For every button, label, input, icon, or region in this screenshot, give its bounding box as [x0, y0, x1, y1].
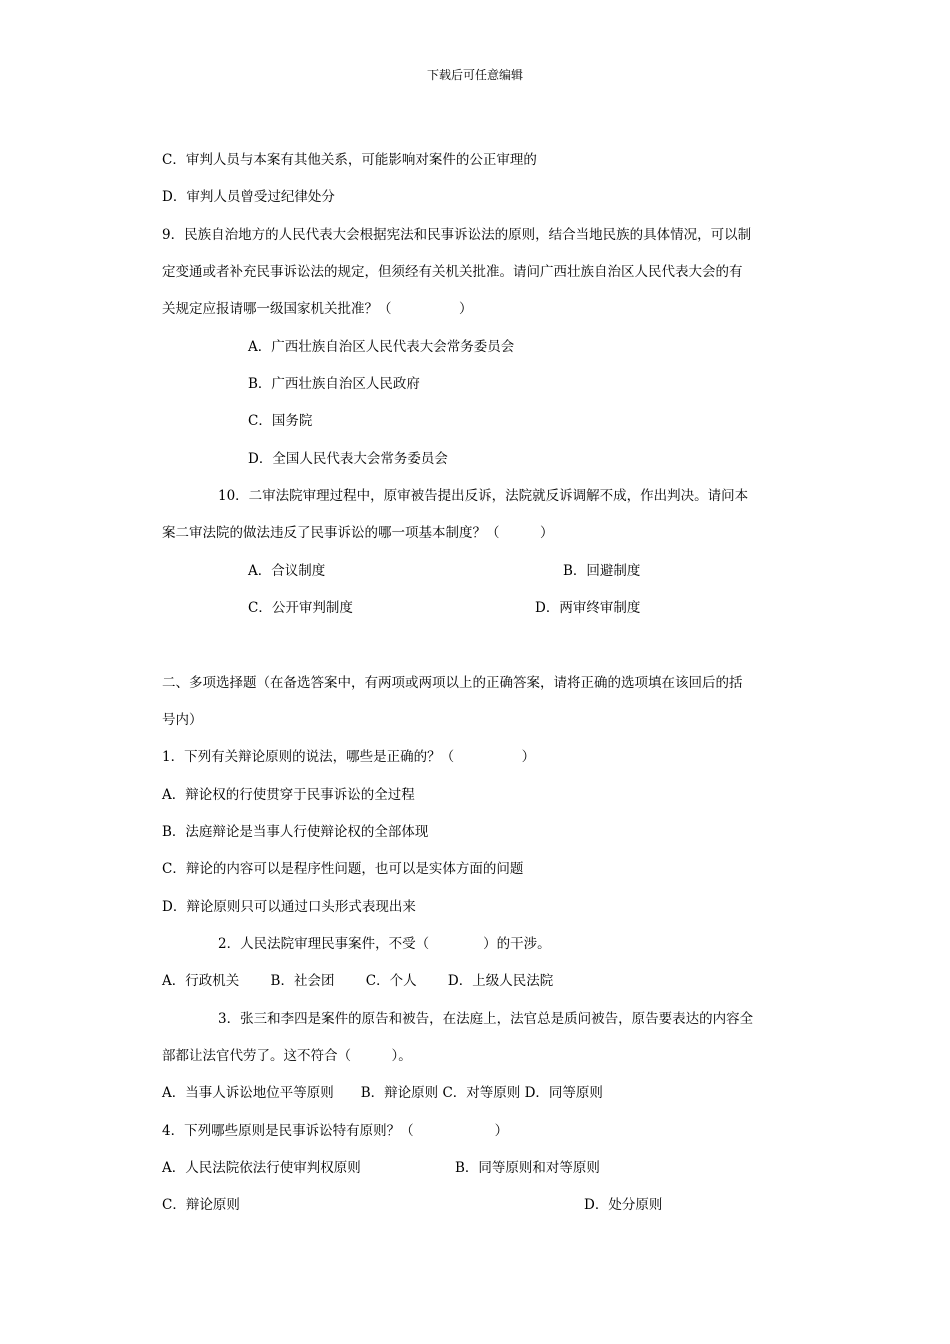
mq-4-option-c: C．辩论原则 — [162, 1197, 240, 1213]
question-9-option-c: C．国务院 — [248, 413, 313, 429]
mq-3-stem-line-2: 部都让法官代劳了。这不符合（ ）。 — [162, 1048, 412, 1064]
mq-4-option-b: B．同等原则和对等原则 — [455, 1160, 600, 1176]
question-10-option-a: A．合议制度 — [248, 563, 326, 579]
mq-2-options: A．行政机关 B．社会团 C．个人 D．上级人民法院 — [162, 973, 554, 989]
question-9-option-b: B．广西壮族自治区人民政府 — [248, 376, 420, 392]
question-9-line-3: 关规定应报请哪一级国家机关批准？（ ） — [162, 301, 473, 317]
page-header: 下载后可任意编辑 — [427, 68, 524, 82]
mq-1-stem: 1．下列有关辩论原则的说法，哪些是正确的？（ ） — [162, 749, 536, 765]
mq-1-option-c: C．辩论的内容可以是程序性问题，也可以是实体方面的问题 — [162, 861, 524, 877]
question-9-line-1: 9．民族自治地方的人民代表大会根据宪法和民事诉讼法的原则，结合当地民族的具体情况，可以制 — [162, 227, 752, 243]
mq-1-option-a: A．辩论权的行使贯穿于民事诉讼的全过程 — [162, 787, 415, 803]
mq-2-stem: 2．人民法院审理民事案件，不受（ ）的干涉。 — [218, 936, 551, 952]
question-10-option-c: C．公开审判制度 — [248, 600, 353, 616]
mq-3-stem-line-1: 3．张三和李四是案件的原告和被告，在法庭上，法官总是质问被告，原告要表达的内容全 — [218, 1011, 754, 1027]
section-2-heading-line-1: 二、多项选择题（在备选答案中，有两项或两项以上的正确答案，请将正确的选项填在该回后的括 — [162, 675, 743, 691]
option-c-line: C．审判人员与本案有其他关系，可能影响对案件的公正审理的 — [162, 152, 537, 168]
mq-1-option-b: B．法庭辩论是当事人行使辩论权的全部体现 — [162, 824, 429, 840]
question-9-option-a: A．广西壮族自治区人民代表大会常务委员会 — [248, 339, 515, 355]
mq-4-stem: 4．下列哪些原则是民事诉讼特有原则？（ ） — [162, 1123, 509, 1139]
question-10-option-d: D．两审终审制度 — [535, 600, 641, 616]
section-2-heading-line-2: 号内） — [162, 712, 203, 728]
question-10-option-b: B．回避制度 — [563, 563, 641, 579]
question-9-line-2: 定变通或者补充民事诉讼法的规定，但须经有关机关批准。请问广西壮族自治区人民代表大会的有 — [162, 264, 743, 280]
mq-4-option-a: A．人民法院依法行使审判权原则 — [162, 1160, 361, 1176]
question-10-line-1: 10．二审法院审理过程中，原审被告提出反诉，法院就反诉调解不成，作出判决。请问本 — [218, 488, 749, 504]
question-10-line-2: 案二审法院的做法违反了民事诉讼的哪一项基本制度？（ ） — [162, 525, 554, 541]
option-d-line: D．审判人员曾受过纪律处分 — [162, 189, 335, 205]
mq-4-option-d: D．处分原则 — [584, 1197, 663, 1213]
mq-3-options: A．当事人诉讼地位平等原则 B．辩论原则 C．对等原则 D．同等原则 — [162, 1085, 603, 1101]
question-9-option-d: D．全国人民代表大会常务委员会 — [248, 451, 448, 467]
mq-1-option-d: D．辩论原则只可以通过口头形式表现出来 — [162, 899, 416, 915]
